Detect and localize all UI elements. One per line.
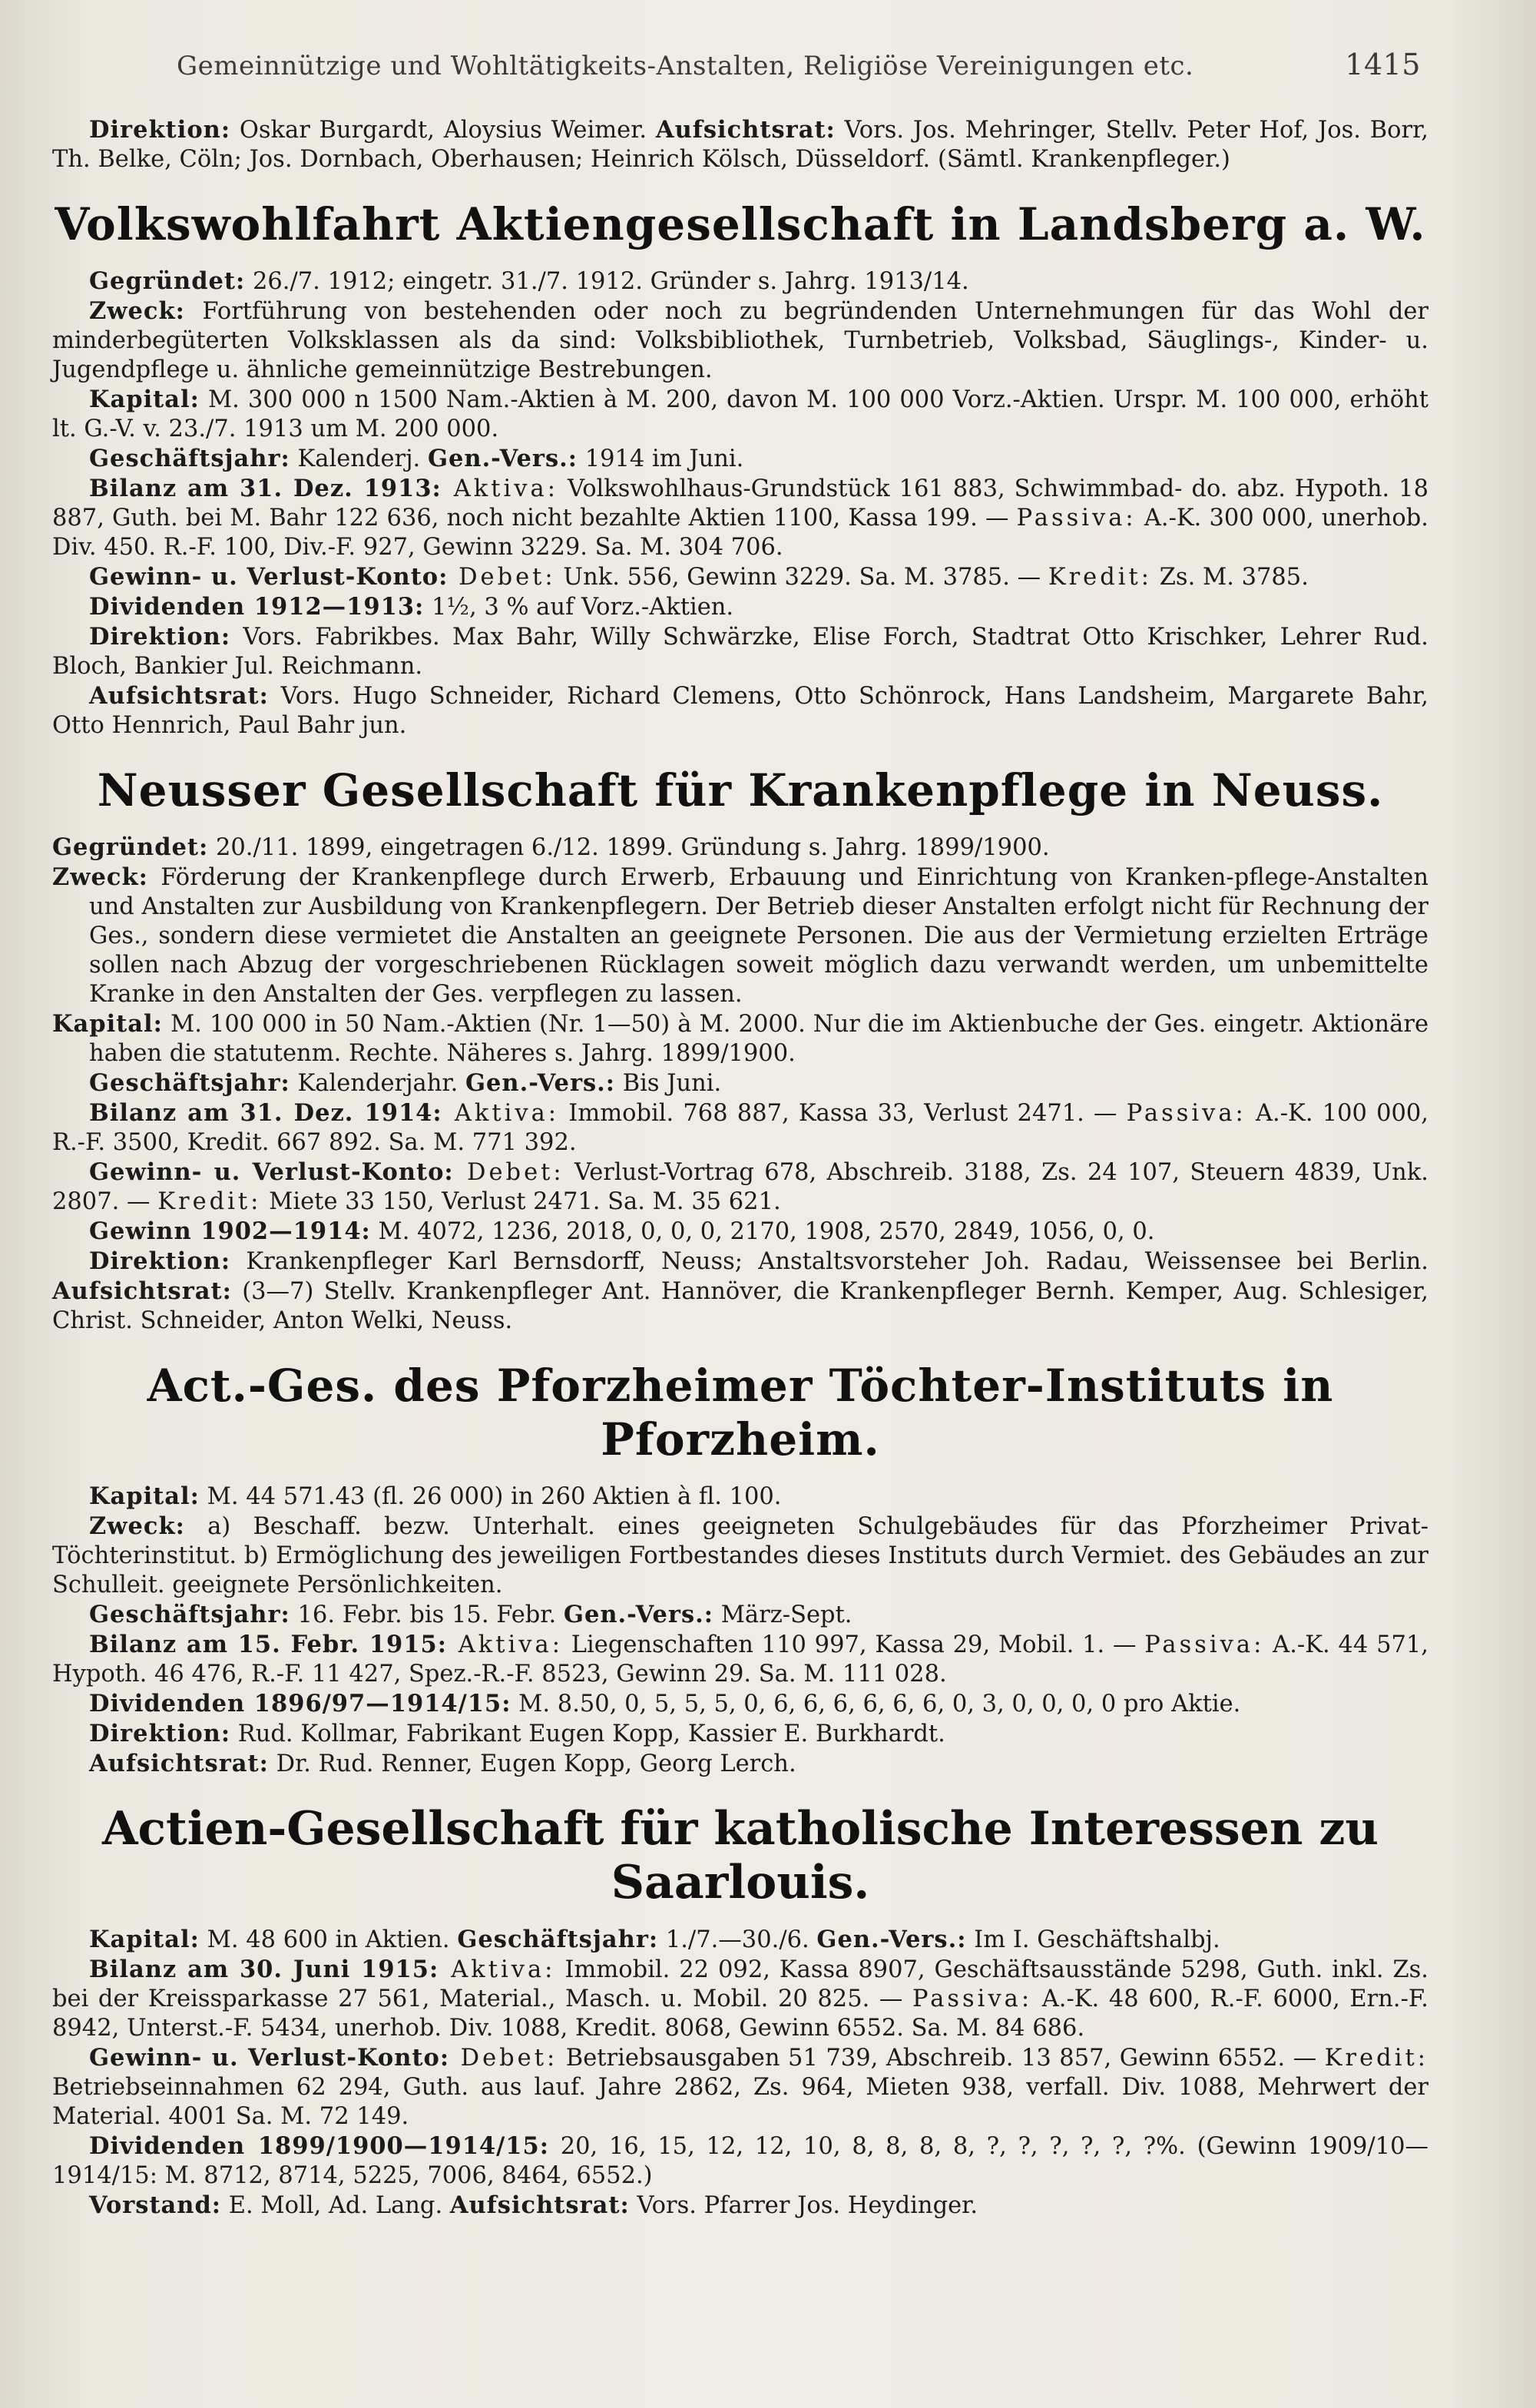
text-aufsichtsrat: Vors. Jos. Mehringer, Stellv. Peter Hof, Jos. Borr, Th. Belke, Cöln; Jos. Dornbach, Oberhausen; Heinrich Kölsch, Düsseldorf. (Sämtl. Krankenpfleger.): [52, 117, 1428, 173]
text: Krankenpfleger Karl Bernsdorff, Neuss; Anstaltsvorsteher Joh. Radau, Weissensee bei Berlin.: [230, 1248, 1428, 1275]
label: Gegründet:: [89, 267, 246, 295]
label: Gen.-Vers.:: [563, 1601, 713, 1628]
text: (3—7) Stellv. Krankenpfleger Ant. Hannöver, die Krankenpfleger Bernh. Kemper, Aug. Schlesiger, Christ. Schneider, Anton Welki, Neuss.: [52, 1278, 1428, 1334]
label: Zweck:: [89, 297, 185, 325]
label: Geschäftsjahr:: [89, 1069, 290, 1097]
kredit-label: Kredit:: [157, 1188, 262, 1215]
text: Liegenschaften 110 997, Kassa 29, Mobil. 1. —: [562, 1631, 1145, 1658]
label: Direktion:: [89, 623, 231, 651]
text: M. 44 571.43 (fl. 26 000) in 260 Aktien à fl. 100.: [199, 1483, 782, 1510]
s2-bilanz: [52, 1098, 1428, 1158]
text: Kalenderjahr.: [290, 1070, 465, 1097]
label: Aufsichtsrat:: [89, 1750, 269, 1777]
s3-zweck: [52, 1512, 1428, 1600]
s1-gegruendet: [52, 267, 1428, 296]
passiva-label: Passiva:: [1126, 1100, 1246, 1127]
debet-label: Debet:: [453, 1159, 564, 1186]
label: Dividenden 1899/1900—1914/15:: [89, 2132, 549, 2160]
s2-kapital: [52, 1009, 1428, 1068]
page-content: [52, 115, 1428, 2221]
label: Bilanz am 15. Febr. 1915:: [89, 1631, 447, 1658]
text: M. 4072, 1236, 2018, 0, 0, 0, 2170, 1908, 2570, 2849, 1056, 0, 0.: [370, 1218, 1155, 1245]
s3-direktion: [52, 1719, 1428, 1749]
text: Unk. 556, Gewinn 3229. Sa. M. 3785. —: [555, 564, 1048, 591]
s1-gv-konto: [52, 562, 1428, 592]
text: M. 8.50, 0, 5, 5, 5, 0, 6, 6, 6, 6, 6, 6, 0, 3, 0, 0, 0, 0 pro Aktie.: [511, 1691, 1241, 1717]
label: Kapital:: [89, 1482, 200, 1510]
label: Geschäftsjahr:: [89, 1601, 290, 1628]
header-title: Gemeinnützige und Wohltätigkeits-Anstalten, Religiöse Vereinigungen etc.: [177, 51, 1194, 81]
aktiva-label: Aktiva:: [442, 1100, 560, 1127]
text: Betriebseinnahmen 62 294, Guth. aus lauf. Jahre 2862, Zs. 964, Mieten 938, verfall. Div. 1088, Mehrwert der Material. 4001 Sa. M. 72 149.: [52, 2074, 1428, 2130]
text: Rud. Kollmar, Fabrikant Eugen Kopp, Kassier E. Burkhardt.: [230, 1721, 945, 1747]
s1-zweck: [52, 296, 1428, 385]
running-header: [177, 48, 1421, 81]
text: A.-K. 100 000, R.-F. 3500, Kredit. 667 892. Sa. M. 771 392.: [52, 1100, 1428, 1156]
text: März-Sept.: [713, 1601, 852, 1628]
debet-label: Debet:: [448, 564, 556, 591]
text: A.-K. 48 600, R.-F. 6000, Ern.-F. 8942, Unterst.-F. 5434, unerhob. Div. 1088, Kredit. 8068, Gewinn 6552. Sa. M. 84 686.: [52, 1986, 1428, 2042]
label: Aufsichtsrat:: [89, 682, 269, 710]
section-title-saarlouis: Actien-Gesellschaft für katholische Interessen zu Saarlouis.: [101, 1802, 1379, 1910]
s2-gv-konto: [52, 1158, 1428, 1217]
label: Kapital:: [89, 1926, 200, 1953]
text: Fortführung von bestehenden oder noch zu begründenden Unternehmungen für das Wohl der minderbegüterten Volksklassen als da sind: Volksbibliothek, Turnbetrieb, Volksbad, Säuglings-, Kinder- u. Jugendpflege u. ähnliche gemeinnützige Bestrebungen.: [52, 298, 1428, 383]
label: Aufsichtsrat:: [52, 1277, 232, 1305]
label: Bilanz am 31. Dez. 1913:: [89, 475, 442, 502]
s4-bilanz: [52, 1955, 1428, 2043]
label-direktion: Direktion:: [89, 116, 231, 144]
passiva-label: Passiva:: [1016, 505, 1137, 532]
label: Geschäftsjahr:: [457, 1926, 659, 1953]
debet-label: Debet:: [449, 2045, 558, 2072]
label: Gen.-Vers.:: [465, 1069, 616, 1097]
text: Immobil. 22 092, Kassa 8907, Geschäftsausstände 5298, Guth. inkl. Zs. bei der Kreissparkasse 27 561, Material., Masch. u. Mobil. 20 825. —: [52, 1956, 1429, 2012]
text: Im I. Geschäftshalbj.: [966, 1926, 1220, 1953]
text: 20, 16, 15, 12, 12, 10, 8, 8, 8, 8, ?, ?, ?, ?, ?, ?%. (Gewinn 1909/10—1914/15: M. 8712, 8714, 5225, 7006, 8464, 6552.): [52, 2133, 1428, 2189]
s1-geschaeftsjahr: [52, 444, 1428, 474]
label: Gewinn- u. Verlust-Konto:: [89, 563, 449, 591]
text: Vors. Hugo Schneider, Richard Clemens, Otto Schönrock, Hans Landsheim, Margarete Bahr, Otto Hennrich, Paul Bahr jun.: [52, 683, 1428, 739]
text: M. 300 000 n 1500 Nam.-Aktien à M. 200, davon M. 100 000 Vorz.-Aktien. Urspr. M. 100 000, erhöht lt. G.-V. v. 23./7. 1913 um M. 200 000.: [52, 386, 1428, 442]
text: M. 48 600 in Aktien.: [199, 1926, 458, 1953]
text: Immobil. 768 887, Kassa 33, Verlust 2471. —: [559, 1100, 1127, 1127]
s2-gegruendet: [52, 833, 1428, 863]
label: Gen.-Vers.:: [427, 445, 578, 472]
label: Bilanz am 30. Juni 1915:: [89, 1956, 439, 1983]
section-title-neuss: Neusser Gesellschaft für Krankenpflege in Neuss.: [97, 764, 1384, 816]
label: Gewinn- u. Verlust-Konto:: [89, 2044, 450, 2072]
s4-vorstand: [52, 2191, 1428, 2221]
label: Dividenden 1896/97—1914/15:: [89, 1690, 511, 1717]
section-title-landsberg: Volkswohlfahrt Aktiengesellschaft in Landsberg a. W.: [55, 198, 1426, 250]
label: Zweck:: [52, 863, 148, 891]
s1-kapital: [52, 385, 1428, 444]
s3-kapital: [52, 1482, 1428, 1512]
text: Bis Juni.: [615, 1070, 722, 1097]
label: Aufsichtsrat:: [449, 2191, 630, 2219]
text: 1./7.—30./6.: [658, 1926, 817, 1953]
s1-bilanz: [52, 474, 1428, 562]
s4-kapital: [52, 1925, 1428, 1955]
section-title-pforzheim: Act.-Ges. des Pforzheimer Töchter-Instituts in Pforzheim.: [147, 1360, 1334, 1466]
s2-zweck: [52, 863, 1428, 1009]
label: Gegründet:: [52, 833, 209, 861]
label: Direktion:: [89, 1720, 231, 1747]
kredit-label: Kredit:: [1048, 564, 1153, 591]
text: a) Beschaff. bezw. Unterhalt. eines geeigneten Schulgebäudes für das Pforzheimer Privat-Töchterinstitut. b) Ermöglichung des jeweiligen Fortbestandes dieses Instituts durch Vermiet. des Gebäudes an zur Schulleit. geeignete Persönlichkeiten.: [52, 1513, 1428, 1598]
text: A.-K. 44 571, Hypoth. 46 476, R.-F. 11 427, Spez.-R.-F. 8523, Gewinn 29. Sa. M. 111 028.: [52, 1631, 1429, 1688]
label: Geschäftsjahr:: [89, 445, 290, 472]
intro-paragraph: [52, 115, 1428, 174]
s2-geschaeftsjahr: [52, 1068, 1428, 1098]
aktiva-label: Aktiva:: [446, 1631, 563, 1658]
text: Miete 33 150, Verlust 2471. Sa. M. 35 621.: [261, 1188, 781, 1215]
label: Gen.-Vers.:: [816, 1926, 967, 1953]
aktiva-label: Aktiva:: [441, 475, 558, 502]
label: Bilanz am 31. Dez. 1914:: [89, 1099, 442, 1127]
label: Direktion:: [89, 1247, 231, 1275]
label: Zweck:: [89, 1512, 185, 1540]
text: E. Moll, Ad. Lang.: [221, 2192, 450, 2219]
text-direktion: Oskar Burgardt, Aloysius Weimer.: [230, 117, 656, 144]
s4-gv-konto: [52, 2043, 1428, 2131]
label: Dividenden 1912—1913:: [89, 593, 425, 621]
label: Gewinn 1902—1914:: [89, 1217, 371, 1245]
text: 16. Febr. bis 15. Febr.: [290, 1601, 564, 1628]
passiva-label: Passiva:: [1144, 1631, 1265, 1658]
s2-gewinn: [52, 1217, 1428, 1247]
s3-aufsichtsrat: [52, 1749, 1428, 1779]
label: Vorstand:: [89, 2191, 222, 2219]
s3-geschaeftsjahr: [52, 1600, 1428, 1630]
text: 1914 im Juni.: [578, 445, 744, 472]
aktiva-label: Aktiva:: [439, 1956, 556, 1983]
kredit-label: Kredit:: [1324, 2045, 1428, 2072]
text: Verlust-Vortrag 678, Abschreib. 3188, Zs. 24 107, Steuern 4839, Unk. 2807. —: [52, 1159, 1428, 1215]
label: Gewinn- u. Verlust-Konto:: [89, 1158, 454, 1186]
s2-direktion: [52, 1247, 1428, 1336]
s1-direktion: [52, 622, 1428, 681]
label: Kapital:: [89, 386, 200, 413]
text: M. 100 000 in 50 Nam.-Aktien (Nr. 1—50) à M. 2000. Nur die im Aktienbuche der Ges. eingetr. Aktionäre haben die statutenm. Rechte. Näheres s. Jahrg. 1899/1900.: [89, 1011, 1428, 1067]
text: Förderung der Krankenpflege durch Erwerb, Erbauung und Einrichtung von Kranken-pflege-Anstalten und Anstalten zur Ausbildung von Krankenpflegern. Der Betrieb dieser Anstalten erfolgt nicht für Rechnung der Ges., sondern diese vermietet die Anstalten an geeignete Personen. Die aus der Vermietung erzielten Erträge sollen nach Abzug der vorgeschriebenen Rücklagen soweit möglich dazu verwandt werden, um unbemittelte Kranke in den Anstalten der Ges. verpflegen zu lassen.: [89, 864, 1428, 1008]
page-number: 1415: [1345, 48, 1421, 81]
label-aufsichtsrat: Aufsichtsrat:: [655, 116, 836, 144]
text: Dr. Rud. Renner, Eugen Kopp, Georg Lerch.: [268, 1751, 796, 1777]
text: 26./7. 1912; eingetr. 31./7. 1912. Gründer s. Jahrg. 1913/14.: [245, 268, 969, 295]
text: Volkswohlhaus-Grundstück 161 883, Schwimmbad- do. abz. Hypoth. 18 887, Guth. bei M. Bahr 122 636, noch nicht bezahlte Aktien 1100, Kassa 199. —: [52, 475, 1428, 532]
text: Vors. Pfarrer Jos. Heydinger.: [629, 2192, 978, 2219]
text: Betriebsausgaben 51 739, Abschreib. 13 857, Gewinn 6552. —: [558, 2045, 1325, 2072]
text: 20./11. 1899, eingetragen 6./12. 1899. Gründung s. Jahrg. 1899/1900.: [208, 834, 1050, 861]
s3-bilanz: [52, 1630, 1428, 1689]
passiva-label: Passiva:: [912, 1986, 1033, 2012]
text: Kalenderj.: [290, 445, 428, 472]
s1-aufsichtsrat: [52, 681, 1428, 740]
s1-dividenden: [52, 592, 1428, 622]
text: Vors. Fabrikbes. Max Bahr, Willy Schwärzke, Elise Forch, Stadtrat Otto Krischker, Lehrer Rud. Bloch, Bankier Jul. Reichmann.: [52, 624, 1428, 680]
s3-dividenden: [52, 1689, 1428, 1719]
text: 1½, 3 % auf Vorz.-Aktien.: [424, 594, 734, 621]
text: Zs. M. 3785.: [1152, 564, 1309, 591]
text: A.-K. 300 000, unerhob. Div. 450. R.-F. 100, Div.-F. 927, Gewinn 3229. Sa. M. 304 706.: [52, 505, 1428, 561]
label: Kapital:: [52, 1010, 163, 1038]
s4-dividenden: [52, 2131, 1428, 2191]
